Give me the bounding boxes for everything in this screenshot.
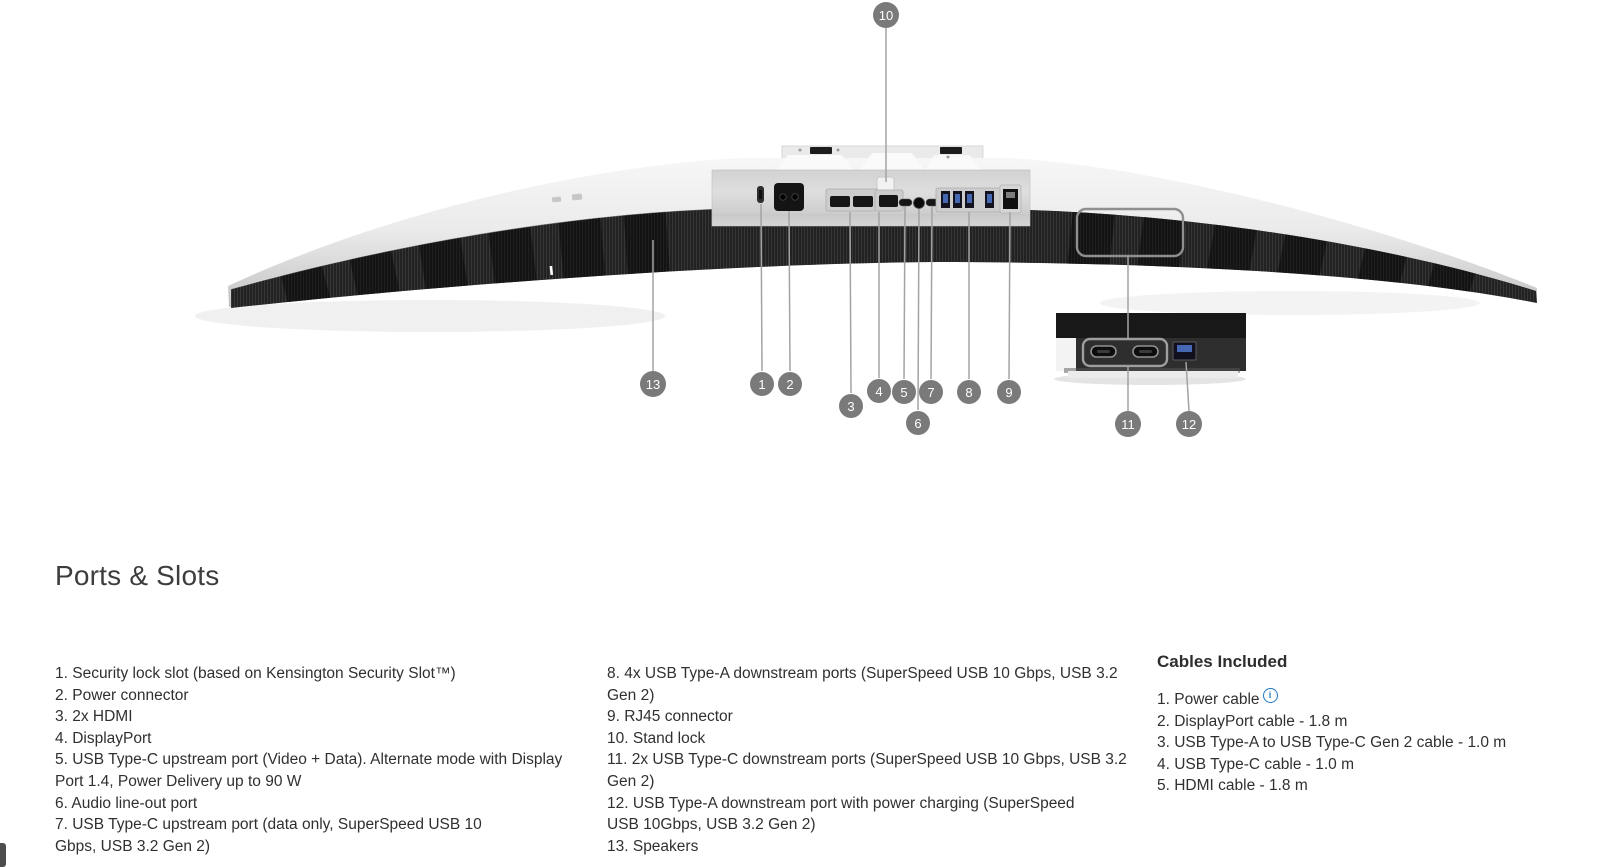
usb-c-upstream-video-port (899, 199, 912, 206)
callout-5 (892, 380, 916, 404)
cable-item-4: 4. USB Type-C cable - 1.0 m (1157, 755, 1354, 773)
callout-9 (997, 380, 1021, 404)
port-item-12: 12. USB Type-A downstream port with power charging (SuperSpeed USB 10Gbps, USB 3.2 Gen 2) (607, 794, 1075, 834)
floor-shadow-right (1100, 291, 1480, 315)
kensington-lock-slot (757, 186, 764, 203)
cable-item-3: 3. USB Type-A to USB Type-C Gen 2 cable - 1.0 m (1157, 734, 1507, 752)
callout-13 (640, 371, 666, 397)
port-item-5: 5. USB Type-C upstream port (Video + Data). Alternate mode with Display Port 1.4, Power Delivery up to 90 W (55, 751, 563, 790)
callout-7 (919, 380, 943, 404)
usb-c-downstream-port-2 (1133, 346, 1158, 357)
cable-item-5: 5. HDMI cable - 1.8 m (1157, 777, 1308, 795)
svg-text:12: 12 (1181, 417, 1197, 432)
cable-item-2: 2. DisplayPort cable - 1.8 m (1157, 712, 1348, 730)
page-edge-tab (0, 843, 6, 867)
port-item-6: 6. Audio line-out port (55, 794, 198, 812)
ports-list-column-1 (55, 663, 585, 857)
svg-text:4: 4 (875, 384, 883, 399)
port-item-11: 11. 2x USB Type-C downstream ports (SuperSpeed USB 10 Gbps, USB 3.2 Gen 2) (607, 751, 1127, 790)
floor-shadow-left (195, 300, 665, 332)
svg-text:10: 10 (878, 8, 894, 23)
svg-text:8: 8 (965, 385, 973, 400)
page-title: Ports & Slots (55, 560, 220, 591)
port-item-10: 10. Stand lock (607, 729, 706, 747)
audio-line-out-port (914, 198, 925, 209)
callout-4 (867, 379, 891, 403)
svg-text:2: 2 (786, 377, 794, 392)
power-connector-port (774, 183, 804, 211)
callout-1 (750, 372, 774, 396)
usb-c-downstream-port-1 (1091, 346, 1116, 357)
svg-text:11: 11 (1121, 417, 1135, 432)
port-item-1: 1. Security lock slot (based on Kensington Security Slot™) (55, 665, 456, 682)
port-item-4: 4. DisplayPort (55, 729, 152, 747)
callout-2 (778, 372, 802, 396)
cable-item-1 (1157, 689, 1557, 711)
svg-text:9: 9 (1005, 385, 1013, 400)
cables-included-section (1157, 652, 1557, 797)
usb-a-charging-port (1173, 342, 1196, 360)
port-item-2: 2. Power connector (55, 686, 189, 704)
hdmi-port-1 (830, 196, 850, 207)
callout-11 (1115, 411, 1141, 437)
callout-8 (957, 380, 981, 404)
displayport-port (875, 190, 903, 211)
svg-text:1: 1 (758, 377, 766, 392)
callout-12 (1176, 411, 1202, 437)
port-item-8: 8. 4x USB Type-A downstream ports (SuperSpeed USB 10 Gbps, USB 3.2 Gen 2) (607, 665, 1118, 704)
svg-text:13: 13 (645, 377, 661, 392)
callout-10 (873, 2, 899, 28)
svg-text:6: 6 (914, 416, 922, 431)
callout-3 (839, 394, 863, 418)
port-item-7: 7. USB Type-C upstream port (data only, SuperSpeed USB 10 Gbps, USB 3.2 Gen 2) (55, 816, 482, 855)
svg-text:7: 7 (927, 385, 935, 400)
ports-list-column-2 (607, 663, 1127, 857)
quick-access-detail-view (1054, 313, 1246, 385)
callout-6 (906, 411, 930, 435)
hdmi-ports (826, 189, 878, 211)
cable-item-1-label: 1. Power cable (1157, 691, 1260, 708)
port-item-13: 13. Speakers (607, 837, 699, 855)
cables-heading: Cables Included (1157, 652, 1288, 671)
port-item-9: 9. RJ45 connector (607, 708, 733, 726)
hdmi-port-2 (853, 196, 873, 207)
svg-text:5: 5 (900, 385, 908, 400)
rj45-port (1000, 185, 1021, 213)
port-item-3: 3. 2x HDMI (55, 708, 133, 726)
svg-text:3: 3 (847, 399, 855, 414)
info-icon[interactable]: i (1263, 688, 1278, 703)
usb-a-downstream-ports (936, 188, 1002, 212)
